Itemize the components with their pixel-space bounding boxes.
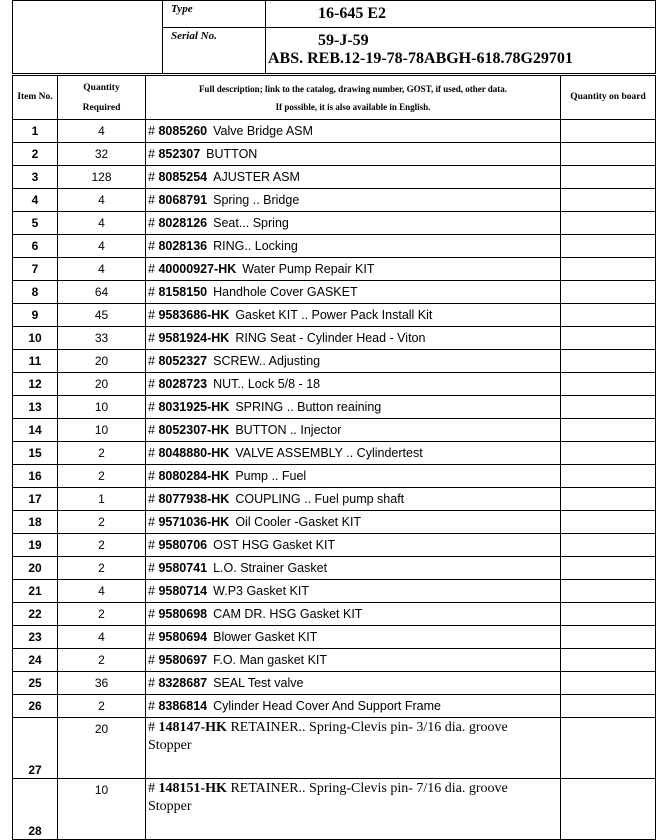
part-note: Stopper	[148, 799, 192, 814]
part-number: 9580706	[158, 538, 208, 552]
quantity-required: 2	[58, 695, 146, 718]
quantity-on-board	[561, 212, 656, 235]
item-number: 9	[13, 304, 58, 327]
part-description	[146, 511, 561, 534]
part-name: Seat... Spring	[213, 216, 289, 230]
item-number: 3	[13, 166, 58, 189]
table-row	[13, 779, 656, 840]
item-number: 10	[13, 327, 58, 350]
quantity-required: 4	[58, 235, 146, 258]
item-number: 24	[13, 649, 58, 672]
item-number: 18	[13, 511, 58, 534]
item-number: 25	[13, 672, 58, 695]
part-number: 8048880-HK	[158, 446, 230, 460]
part-name: RING Seat - Cylinder Head - Viton	[235, 331, 426, 345]
quantity-required: 4	[58, 626, 146, 649]
item-number: 27	[13, 718, 58, 779]
hash-mark: #	[148, 170, 155, 184]
quantity-required: 10	[58, 396, 146, 419]
part-name: BUTTON .. Injector	[235, 423, 342, 437]
quantity-on-board	[561, 235, 656, 258]
quantity-on-board	[561, 626, 656, 649]
table-row	[13, 649, 656, 672]
table-row	[13, 258, 656, 281]
hash-mark: #	[148, 653, 155, 667]
part-description	[146, 649, 561, 672]
part-number: 8080284-HK	[158, 469, 230, 483]
header-table	[12, 0, 656, 74]
part-number: 8052307-HK	[158, 423, 230, 437]
part-name: Handhole Cover GASKET	[213, 285, 358, 299]
parts-rows	[13, 120, 656, 840]
item-number: 19	[13, 534, 58, 557]
quantity-required: 4	[58, 120, 146, 143]
serial-label: Serial No.	[163, 28, 266, 74]
quantity-required: 4	[58, 580, 146, 603]
quantity-on-board	[561, 511, 656, 534]
quantity-on-board	[561, 580, 656, 603]
hash-mark: #	[148, 331, 155, 345]
part-description	[146, 258, 561, 281]
hash-mark: #	[148, 515, 155, 529]
item-number: 26	[13, 695, 58, 718]
item-number: 14	[13, 419, 58, 442]
quantity-required: 2	[58, 511, 146, 534]
column-header-description	[146, 76, 561, 120]
part-name: SCREW.. Adjusting	[213, 354, 321, 368]
part-description	[146, 350, 561, 373]
table-row	[13, 189, 656, 212]
item-number: 16	[13, 465, 58, 488]
quantity-on-board	[561, 779, 656, 840]
item-number: 23	[13, 626, 58, 649]
part-name: W.P3 Gasket KIT	[213, 584, 309, 598]
item-number: 15	[13, 442, 58, 465]
item-number: 5	[13, 212, 58, 235]
hash-mark: #	[148, 699, 155, 713]
hash-mark: #	[148, 630, 155, 644]
part-description	[146, 695, 561, 718]
part-number: 8158150	[158, 285, 208, 299]
quantity-required: 32	[58, 143, 146, 166]
table-row	[13, 580, 656, 603]
desc-header-line2: If possible, it is also available in English.	[275, 101, 431, 112]
part-name: L.O. Strainer Gasket	[213, 561, 328, 575]
quantity-on-board	[561, 534, 656, 557]
table-row	[13, 304, 656, 327]
part-description	[146, 235, 561, 258]
quantity-required: 10	[58, 779, 146, 840]
quantity-required: 2	[58, 442, 146, 465]
hash-mark: #	[148, 538, 155, 552]
part-number: 8031925-HK	[158, 400, 230, 414]
quantity-on-board	[561, 488, 656, 511]
part-name: COUPLING .. Fuel pump shaft	[235, 492, 405, 506]
part-name: RETAINER.. Spring-Clevis pin- 7/16 dia. groove	[230, 781, 508, 796]
quantity-required: 4	[58, 189, 146, 212]
part-description	[146, 626, 561, 649]
quantity-on-board	[561, 189, 656, 212]
quantity-on-board	[561, 396, 656, 419]
item-number: 13	[13, 396, 58, 419]
quantity-required: 20	[58, 350, 146, 373]
quantity-on-board	[561, 442, 656, 465]
item-number: 17	[13, 488, 58, 511]
table-row	[13, 120, 656, 143]
hash-mark: #	[148, 147, 155, 161]
part-number: 8085260	[158, 124, 208, 138]
quantity-required: 2	[58, 557, 146, 580]
table-row	[13, 718, 656, 779]
quantity-required: 10	[58, 419, 146, 442]
quantity-on-board	[561, 143, 656, 166]
hash-mark: #	[148, 239, 155, 253]
column-header-quantity	[58, 76, 146, 120]
hash-mark: #	[148, 423, 155, 437]
part-description	[146, 189, 561, 212]
part-number: 9581924-HK	[158, 331, 230, 345]
part-number: 9580697	[158, 653, 208, 667]
part-description	[146, 120, 561, 143]
table-row	[13, 166, 656, 189]
part-name: F.O. Man gasket KIT	[213, 653, 328, 667]
hash-mark: #	[148, 781, 155, 796]
part-name: Water Pump Repair KIT	[242, 262, 375, 276]
part-description	[146, 212, 561, 235]
item-number: 22	[13, 603, 58, 626]
part-name: BUTTON	[206, 147, 258, 161]
quantity-required: 20	[58, 718, 146, 779]
type-label: Type	[163, 1, 266, 28]
part-name: Spring .. Bridge	[213, 193, 300, 207]
hash-mark: #	[148, 720, 155, 735]
table-row	[13, 511, 656, 534]
part-name: Blower Gasket KIT	[213, 630, 318, 644]
hash-mark: #	[148, 216, 155, 230]
table-row	[13, 488, 656, 511]
part-number: 148151-HK	[158, 781, 227, 796]
item-number: 12	[13, 373, 58, 396]
part-number: 8028723	[158, 377, 208, 391]
part-number: 148147-HK	[158, 720, 227, 735]
part-name: RETAINER.. Spring-Clevis pin- 3/16 dia. groove	[230, 720, 508, 735]
abs-value: ABS. REB.12-19-78-78ABGH-618.78G29701	[268, 50, 573, 67]
quantity-on-board	[561, 718, 656, 779]
hash-mark: #	[148, 400, 155, 414]
table-row	[13, 672, 656, 695]
part-name: CAM DR. HSG Gasket KIT	[213, 607, 363, 621]
part-description	[146, 281, 561, 304]
table-row	[13, 373, 656, 396]
qty-header-line2: Required	[82, 102, 121, 113]
column-header-item: Item No.	[13, 76, 58, 120]
table-row	[13, 695, 656, 718]
part-number: 9571036-HK	[158, 515, 230, 529]
qty-header-line1: Quantity	[83, 82, 120, 93]
part-description	[146, 327, 561, 350]
table-row	[13, 212, 656, 235]
part-description	[146, 442, 561, 465]
table-row	[13, 603, 656, 626]
part-name: VALVE ASSEMBLY .. Cylindertest	[235, 446, 423, 460]
item-number: 6	[13, 235, 58, 258]
quantity-required: 45	[58, 304, 146, 327]
type-value: 16-645 E2	[266, 1, 656, 28]
table-row	[13, 626, 656, 649]
part-description	[146, 718, 561, 779]
part-description	[146, 373, 561, 396]
part-number: 852307	[158, 147, 201, 161]
hash-mark: #	[148, 561, 155, 575]
hash-mark: #	[148, 308, 155, 322]
part-description	[146, 396, 561, 419]
quantity-required: 64	[58, 281, 146, 304]
item-number: 21	[13, 580, 58, 603]
quantity-required: 1	[58, 488, 146, 511]
quantity-required: 4	[58, 258, 146, 281]
part-description	[146, 534, 561, 557]
quantity-required: 128	[58, 166, 146, 189]
quantity-on-board	[561, 350, 656, 373]
hash-mark: #	[148, 262, 155, 276]
part-description	[146, 166, 561, 189]
part-description	[146, 603, 561, 626]
part-description	[146, 465, 561, 488]
quantity-on-board	[561, 557, 656, 580]
hash-mark: #	[148, 584, 155, 598]
item-number: 20	[13, 557, 58, 580]
serial-cell	[266, 28, 656, 74]
hash-mark: #	[148, 124, 155, 138]
quantity-required: 4	[58, 212, 146, 235]
blank-header-cell	[13, 1, 163, 74]
quantity-on-board	[561, 327, 656, 350]
part-name: NUT.. Lock 5/8 - 18	[213, 377, 321, 391]
part-number: 9580741	[158, 561, 208, 575]
table-row	[13, 465, 656, 488]
part-number: 8052327	[158, 354, 208, 368]
quantity-on-board	[561, 419, 656, 442]
item-number: 4	[13, 189, 58, 212]
quantity-required: 33	[58, 327, 146, 350]
part-number: 40000927-HK	[158, 262, 237, 276]
part-number: 8028126	[158, 216, 208, 230]
part-number: 9580698	[158, 607, 208, 621]
quantity-on-board	[561, 465, 656, 488]
table-row	[13, 557, 656, 580]
item-number: 2	[13, 143, 58, 166]
hash-mark: #	[148, 446, 155, 460]
table-row	[13, 396, 656, 419]
hash-mark: #	[148, 607, 155, 621]
part-name: Gasket KIT .. Power Pack Install Kit	[235, 308, 433, 322]
part-number: 8328687	[158, 676, 208, 690]
part-name: Oil Cooler -Gasket KIT	[235, 515, 362, 529]
part-name: Valve Bridge ASM	[213, 124, 313, 138]
part-name: Pump .. Fuel	[235, 469, 307, 483]
quantity-on-board	[561, 603, 656, 626]
hash-mark: #	[148, 285, 155, 299]
part-description	[146, 419, 561, 442]
serial-value: 59-J-59	[318, 32, 369, 49]
part-number: 8386814	[158, 699, 208, 713]
quantity-required: 2	[58, 534, 146, 557]
item-number: 28	[13, 779, 58, 840]
part-name: OST HSG Gasket KIT	[213, 538, 336, 552]
part-description	[146, 488, 561, 511]
hash-mark: #	[148, 193, 155, 207]
part-number: 8028136	[158, 239, 208, 253]
item-number: 8	[13, 281, 58, 304]
column-header-onboard: Quantity on board	[561, 76, 656, 120]
hash-mark: #	[148, 492, 155, 506]
part-number: 8068791	[158, 193, 208, 207]
quantity-on-board	[561, 649, 656, 672]
hash-mark: #	[148, 354, 155, 368]
quantity-required: 2	[58, 465, 146, 488]
parts-list-sheet	[12, 0, 655, 838]
part-name: Cylinder Head Cover And Support Frame	[213, 699, 441, 713]
hash-mark: #	[148, 377, 155, 391]
quantity-on-board	[561, 373, 656, 396]
part-description	[146, 143, 561, 166]
quantity-on-board	[561, 695, 656, 718]
part-number: 8085254	[158, 170, 208, 184]
table-row	[13, 534, 656, 557]
quantity-required: 36	[58, 672, 146, 695]
table-row	[13, 350, 656, 373]
part-number: 8077938-HK	[158, 492, 230, 506]
part-number: 9583686-HK	[158, 308, 230, 322]
part-description	[146, 557, 561, 580]
part-name: AJUSTER ASM	[213, 170, 300, 184]
quantity-required: 2	[58, 649, 146, 672]
hash-mark: #	[148, 676, 155, 690]
quantity-on-board	[561, 672, 656, 695]
parts-table	[12, 75, 656, 840]
part-note: Stopper	[148, 738, 192, 753]
part-description	[146, 580, 561, 603]
table-row	[13, 442, 656, 465]
part-description	[146, 672, 561, 695]
table-row	[13, 281, 656, 304]
part-number: 9580714	[158, 584, 208, 598]
quantity-on-board	[561, 166, 656, 189]
quantity-required: 2	[58, 603, 146, 626]
item-number: 11	[13, 350, 58, 373]
part-name: SEAL Test valve	[213, 676, 304, 690]
part-description	[146, 304, 561, 327]
part-name: SPRING .. Button reaining	[235, 400, 382, 414]
table-row	[13, 327, 656, 350]
item-number: 1	[13, 120, 58, 143]
quantity-required: 20	[58, 373, 146, 396]
hash-mark: #	[148, 469, 155, 483]
quantity-on-board	[561, 304, 656, 327]
table-row	[13, 235, 656, 258]
part-description	[146, 779, 561, 840]
quantity-on-board	[561, 281, 656, 304]
item-number: 7	[13, 258, 58, 281]
desc-header-line1: Full description; link to the catalog, drawing number, GOST, if used, other data.	[198, 83, 508, 94]
table-row	[13, 143, 656, 166]
quantity-on-board	[561, 258, 656, 281]
table-row	[13, 419, 656, 442]
part-name: RING.. Locking	[213, 239, 298, 253]
quantity-on-board	[561, 120, 656, 143]
part-number: 9580694	[158, 630, 208, 644]
